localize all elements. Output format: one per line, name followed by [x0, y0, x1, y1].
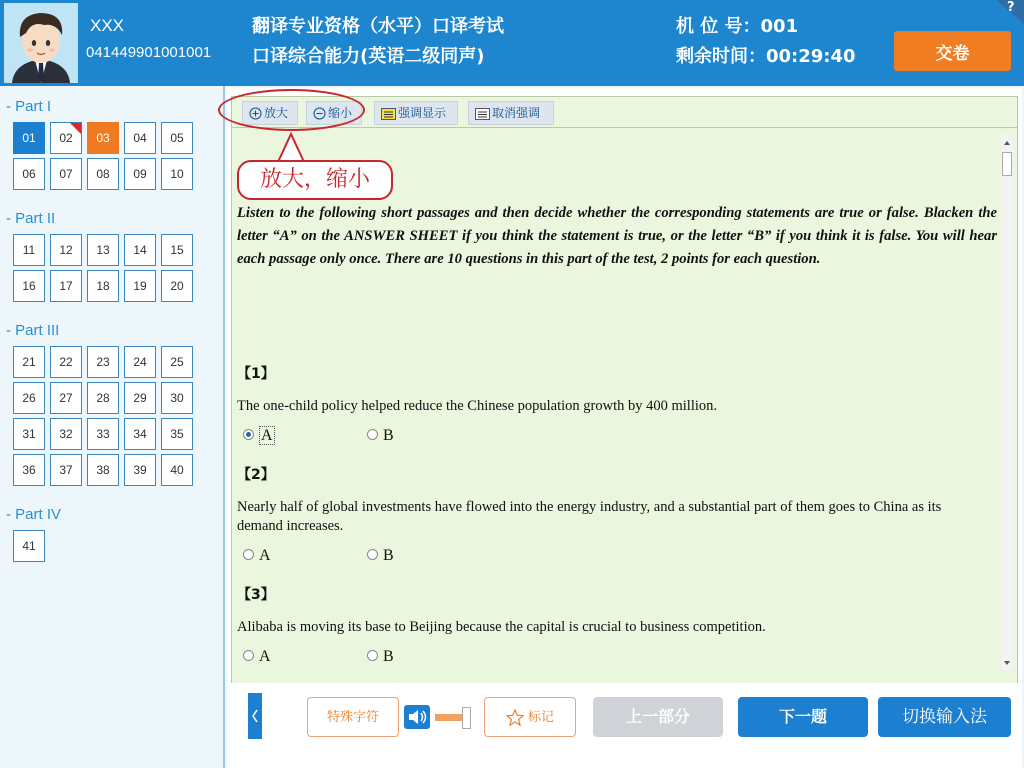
option-a[interactable] [243, 648, 271, 666]
option-a-label: A [259, 547, 271, 564]
question-text: Nearly half of global investments have flowed into the energy industry, and a substantial part of them goes to China as its demand increases. [237, 499, 942, 534]
volume-icon[interactable] [404, 705, 430, 729]
question-button[interactable]: 08 [87, 158, 119, 190]
seat-number: 机 位 号：001 [676, 16, 799, 37]
radio-b[interactable] [367, 429, 378, 440]
question-navigator [0, 86, 225, 768]
question-button[interactable]: 12 [50, 234, 82, 266]
question-button[interactable]: 07 [50, 158, 82, 190]
help-icon[interactable]: ? [1007, 0, 1015, 15]
question-content [231, 128, 1018, 760]
question-button[interactable]: 29 [124, 382, 156, 414]
question-number: 【3】 [237, 587, 275, 603]
scroll-up-icon[interactable] [1001, 137, 1013, 149]
question-button[interactable]: 02 [50, 122, 82, 154]
instructions-text: Listen to the following short passages and then decide whether the corresponding statements are true or false. Blacken the letter “A” on the ANSWER SHEET if you think the statement is true, or the letter “B” if you think it is false. You will hear each passage only once. There are 10 questions in this part of the test, 2 points for each question. [237, 205, 997, 267]
scroll-thumb[interactable] [1002, 152, 1012, 176]
question-button[interactable]: 27 [50, 382, 82, 414]
question-button[interactable]: 36 [13, 454, 45, 486]
question-button[interactable]: 24 [124, 346, 156, 378]
radio-a[interactable] [243, 650, 254, 661]
chevron-left-icon [248, 693, 262, 739]
question-button[interactable]: 21 [13, 346, 45, 378]
submit-exam-button[interactable]: 交卷 [894, 31, 1011, 71]
question-button[interactable]: 23 [87, 346, 119, 378]
remaining-time: 剩余时间：00:29:40 [676, 46, 856, 67]
option-b[interactable] [367, 547, 394, 565]
part-title[interactable]: - Part IV [6, 506, 62, 523]
radio-a[interactable] [243, 549, 254, 560]
exam-subtitle: 口译综合能力(英语二级同声) [252, 46, 485, 67]
question-button[interactable]: 01 [13, 122, 45, 154]
option-a-label: A [259, 648, 271, 665]
question-button[interactable]: 25 [161, 346, 193, 378]
header-bar [0, 0, 1024, 86]
question-number: 【2】 [237, 467, 275, 483]
question-button[interactable]: 40 [161, 454, 193, 486]
option-b-label: B [383, 547, 394, 564]
question-button[interactable]: 03 [87, 122, 119, 154]
star-icon [506, 709, 524, 727]
highlight-label: 强调显示 [398, 106, 447, 120]
radio-b[interactable] [367, 650, 378, 661]
radio-b[interactable] [367, 549, 378, 560]
special-chars-button[interactable]: 特殊字符 [307, 697, 399, 737]
mark-label: 标记 [527, 710, 554, 725]
question-button[interactable]: 28 [87, 382, 119, 414]
question-button[interactable]: 14 [124, 234, 156, 266]
question-button[interactable]: 11 [13, 234, 45, 266]
question-button[interactable]: 38 [87, 454, 119, 486]
question-button[interactable]: 17 [50, 270, 82, 302]
bottom-bar [227, 683, 1022, 768]
highlight-icon [381, 108, 396, 120]
question-button[interactable]: 15 [161, 234, 193, 266]
zoom-callout: 放大，缩小 [237, 160, 393, 200]
question-button[interactable]: 30 [161, 382, 193, 414]
option-b[interactable] [367, 427, 394, 445]
next-question-button[interactable]: 下一题 [738, 697, 868, 737]
zoom-highlight-ellipse [218, 89, 365, 131]
exam-title: 翻译专业资格（水平）口译考试 [252, 16, 504, 37]
question-button[interactable]: 09 [124, 158, 156, 190]
question-button[interactable]: 35 [161, 418, 193, 450]
radio-a-selected[interactable] [243, 429, 254, 440]
question-button[interactable]: 41 [13, 530, 45, 562]
scroll-down-icon[interactable] [1001, 657, 1013, 669]
zoom-in-label: 放大 [264, 106, 289, 120]
question-button[interactable]: 22 [50, 346, 82, 378]
unhighlight-icon [475, 108, 490, 120]
unhighlight-button[interactable] [468, 101, 554, 125]
highlight-button[interactable] [374, 101, 458, 125]
question-button[interactable]: 18 [87, 270, 119, 302]
question-button[interactable]: 16 [13, 270, 45, 302]
question-button[interactable]: 19 [124, 270, 156, 302]
option-b-label: B [383, 648, 394, 665]
option-b-label: B [383, 427, 394, 444]
previous-part-button[interactable]: 上一部分 [593, 697, 723, 737]
user-name: XXX [90, 16, 125, 35]
switch-input-method-button[interactable]: 切换输入法 [878, 697, 1011, 737]
part-title[interactable]: - Part III [6, 322, 60, 339]
avatar [4, 3, 78, 83]
part-title[interactable]: - Part II [6, 210, 56, 227]
question-button[interactable]: 33 [87, 418, 119, 450]
question-button[interactable]: 34 [124, 418, 156, 450]
question-button[interactable]: 10 [161, 158, 193, 190]
question-button[interactable]: 39 [124, 454, 156, 486]
volume-slider-thumb[interactable] [462, 707, 471, 729]
unhighlight-label: 取消强调 [492, 106, 541, 120]
question-button[interactable]: 04 [124, 122, 156, 154]
mark-button[interactable] [484, 697, 576, 737]
option-a[interactable] [243, 547, 271, 565]
question-text: Alibaba is moving its base to Beijing because the capital is crucial to business competition. [237, 619, 766, 635]
question-button[interactable]: 06 [13, 158, 45, 190]
question-button[interactable]: 26 [13, 382, 45, 414]
question-button[interactable]: 20 [161, 270, 193, 302]
option-a-label: A [261, 427, 273, 444]
question-button[interactable]: 13 [87, 234, 119, 266]
question-button[interactable]: 31 [13, 418, 45, 450]
user-id: 041449901001001 [86, 44, 212, 61]
question-number: 【1】 [237, 366, 275, 382]
part-title[interactable]: - Part I [6, 98, 52, 115]
question-button[interactable]: 37 [50, 454, 82, 486]
question-text: The one-child policy helped reduce the Chinese population growth by 400 million. [237, 398, 718, 414]
option-a[interactable] [243, 427, 275, 445]
flag-marker-icon [70, 123, 81, 134]
collapse-sidebar-button[interactable] [248, 693, 262, 739]
zoom-out-label: 缩小 [328, 106, 353, 120]
question-button[interactable]: 32 [50, 418, 82, 450]
question-button[interactable]: 05 [161, 122, 193, 154]
content-scrollbar[interactable] [1001, 134, 1013, 669]
option-b[interactable] [367, 648, 394, 666]
